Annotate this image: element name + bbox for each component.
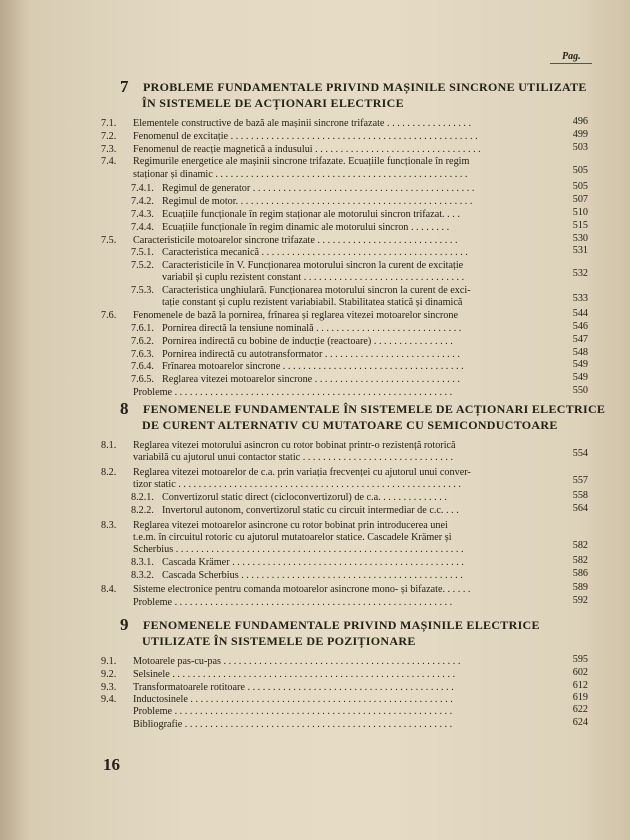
entry-number: 8.4. [101,584,117,596]
entry-number: 7.5.2. [131,260,154,272]
entry-page: 505 [572,164,588,176]
entry-number: 9.1. [101,656,117,667]
entry-page: 531 [572,245,588,257]
entry-number: 8.2.1. [131,492,154,503]
chapter-title-line: ÎN SISTEMELE DE ACȚIONARI ELECTRICE [142,96,404,110]
entry-text-line: Convertizorul static direct (cicloconvertizorul) de c.a. . . . . . . . . . . . . . [162,492,447,503]
entry-text-line: Reglarea vitezei motoarelor asincrone cu rotor bobinat prin introducerea unei [133,519,448,531]
entry-text-line: Regimurile energetice ale mașinii sincrone trifazate. Ecuațiile funcționale în regim [133,156,470,168]
entry-page: 557 [572,475,588,487]
entry-text-line: variabilă cu ajutorul unui contactor static . . . . . . . . . . . . . . . . . . . . . . . . . . . . . . [133,452,453,464]
entry-page: 582 [572,554,588,566]
entry-text-line: Pornirea directă la tensiune nominală . . . . . . . . . . . . . . . . . . . . . . . . . . . . . [162,323,462,334]
entry-text-line: Frînarea motoarelor sincrone . . . . . . . . . . . . . . . . . . . . . . . . . . . . . . . . . . . . [162,361,464,373]
entry-number: 8.2.2. [131,504,154,516]
entry-page: 582 [572,540,588,551]
page-number: 16 [103,755,120,774]
entry-number: 7.6. [101,310,117,322]
entry-text-line: Reglarea vitezei motoarelor de c.a. prin variația frecvenței cu ajutorul unui conver- [133,467,471,478]
entry-text-line: Reglarea vitezei motoarelor sincrone . . . . . . . . . . . . . . . . . . . . . . . . . . . . . [162,374,460,386]
entry-text-line: Probleme . . . . . . . . . . . . . . . . . . . . . . . . . . . . . . . . . . . . . . . . . . . . . . . . . . . . . . . [133,597,453,609]
entry-text-line: Regimul de motor. . . . . . . . . . . . . . . . . . . . . . . . . . . . . . . . . . . . . . . . . . . . . . . [162,196,473,208]
entry-page: 586 [572,567,588,579]
entry-text-line: Cascada Scherbius . . . . . . . . . . . . . . . . . . . . . . . . . . . . . . . . . . . . . . . . . . . . [162,569,463,581]
entry-number: 7.1. [101,118,117,129]
entry-page: 533 [572,293,588,305]
entry-text-line: Ecuațiile funcționale în regim dinamic ale motorului sincron . . . . . . . . [162,221,450,233]
entry-page: 507 [572,194,588,206]
entry-page: 564 [572,502,588,514]
entry-page: 546 [572,321,588,332]
entry-number: 7.6.4. [131,361,154,373]
entry-number: 7.6.2. [131,335,154,347]
entry-page: 550 [572,385,588,396]
entry-page: 496 [572,116,588,127]
entry-page: 510 [572,207,588,218]
entry-number: 8.3.1. [131,556,154,568]
chapter-title-line: UTILIZATE ÎN SISTEMELE DE POZIȚIONARE [142,634,416,648]
header-rule [550,63,592,64]
entry-page: 595 [572,654,588,665]
entry-text-line: Pornirea indirectă cu bobine de inducție (reactoare) . . . . . . . . . . . . . . . . [162,335,453,347]
entry-text-line: Bibliografie . . . . . . . . . . . . . . . . . . . . . . . . . . . . . . . . . . . . . . . . . . . . . . . . . . . . . [133,719,453,730]
entry-page: 592 [572,595,588,607]
entry-number: 7.5.3. [131,285,154,297]
chapter-number: 9 [120,615,129,634]
entry-page: 515 [572,219,588,231]
entry-number: 9.2. [101,668,117,680]
entry-text-line: Transformatoarele rotitoare . . . . . . . . . . . . . . . . . . . . . . . . . . . . . . . . . . . . . . . . . [133,681,454,693]
chapter-title-line: PROBLEME FUNDAMENTALE PRIVIND MAȘINILE SINCRONE UTILIZATE [143,80,587,94]
entry-page: 499 [572,128,588,140]
entry-page: 602 [572,666,588,678]
entry-number: 9.3. [101,681,117,693]
entry-text-line: Sisteme electronice pentru comanda motoarelor asincrone mono- și bifazate. . . . . . [133,584,471,596]
entry-number: 7.4. [101,156,117,168]
entry-page: 547 [572,333,588,345]
entry-text-line: Pornirea indirectă cu autotransformator . . . . . . . . . . . . . . . . . . . . . . . . . . . [162,348,460,360]
chapter-number: 8 [120,399,129,418]
entry-number: 8.3. [101,519,117,531]
entry-number: 7.6.5. [131,374,154,386]
entry-text-line: Probleme . . . . . . . . . . . . . . . . . . . . . . . . . . . . . . . . . . . . . . . . . . . . . . . . . . . . . . . [133,706,453,718]
entry-number: 8.3.2. [131,569,154,581]
entry-page: 505 [572,181,588,193]
entry-text-line: Fenomenul de reacție magnetică a indusului . . . . . . . . . . . . . . . . . . . . . . . . . . . . . . . . . [133,143,481,155]
entry-number: 7.6.1. [131,323,154,334]
entry-number: 7.6.3. [131,348,154,360]
entry-page: 548 [572,346,588,358]
entry-text-line: Selsinele . . . . . . . . . . . . . . . . . . . . . . . . . . . . . . . . . . . . . . . . . . . . . . . . . . . . . . . . [133,668,456,680]
entry-page: 558 [572,490,588,501]
entry-number: 7.4.1. [131,183,154,195]
entry-text-line: Fenomenul de excitație . . . . . . . . . . . . . . . . . . . . . . . . . . . . . . . . . . . . . . . . . . . . . . . . . [133,130,478,142]
page-column-label: Pag. [562,51,581,62]
entry-text-line: Fenomenele de bază la pornirea, frînarea și reglarea vitezei motoarelor sincrone [133,310,458,322]
entry-text-line: Cascada Krämer . . . . . . . . . . . . . . . . . . . . . . . . . . . . . . . . . . . . . . . . . . . . . . [162,556,464,568]
entry-text-line: Invertorul autonom, convertizorul static cu circuit intermediar de c.c. . . . [162,504,459,516]
entry-page: 622 [572,704,588,716]
entry-page: 549 [572,372,588,384]
entry-number: 8.2. [101,467,117,478]
entry-text-line: tizor static . . . . . . . . . . . . . . . . . . . . . . . . . . . . . . . . . . . . . . . . . . . . . . . . . . . . . . . . [133,479,461,491]
entry-text-line: Caracteristica mecanică . . . . . . . . . . . . . . . . . . . . . . . . . . . . . . . . . . . . . . . . . [162,247,468,259]
chapter-title-line: DE CURENT ALTERNATIV CU MUTATOARE CU SEMICONDUCTOARE [142,418,558,432]
entry-number: 7.3. [101,143,117,155]
entry-number: 7.4.3. [131,209,154,220]
entry-number: 9.4. [101,694,117,706]
entry-text-line: t.e.m. în circuitul rotoric cu ajutorul mutatoarelor statice. Cascadele Krämer și [133,531,452,543]
entry-text-line: Probleme . . . . . . . . . . . . . . . . . . . . . . . . . . . . . . . . . . . . . . . . . . . . . . . . . . . . . . . [133,387,453,398]
entry-text-line: Ecuațiile funcționale în regim staționar ale motorului sincron trifazat. . . . [162,209,460,220]
entry-page: 554 [572,448,588,460]
entry-page: 544 [572,308,588,320]
entry-text-line: Reglarea vitezei motorului asincron cu rotor bobinat printr-o rezistență rotorică [133,440,456,451]
entry-number: 8.1. [101,440,117,451]
chapter-title-line: FENOMENELE FUNDAMENTALE PRIVIND MAȘINILE ELECTRICE [143,618,540,632]
entry-number: 7.5.1. [131,247,154,259]
entry-text-line: staționar și dinamic . . . . . . . . . . . . . . . . . . . . . . . . . . . . . . . . . . . . . . . . . . . . . . . . . . [133,168,468,180]
entry-page: 530 [572,232,588,244]
entry-page: 589 [572,582,588,594]
chapter-title-line: FENOMENELE FUNDAMENTALE ÎN SISTEMELE DE ACȚIONARI ELECTRICE [143,402,606,416]
entry-text-line: Caracteristicile motoarelor sincrone trifazate . . . . . . . . . . . . . . . . . . . . . . . . . . . . [133,234,458,246]
entry-text-line: Caracteristicile în V. Funcționarea motorului sincron la curent de excitație [162,260,464,272]
entry-number: 7.5. [101,234,117,246]
entry-number: 7.2. [101,130,117,142]
chapter-number: 7 [120,77,129,96]
entry-page: 619 [572,692,588,704]
entry-page: 503 [572,141,588,153]
entry-text-line: Elementele constructive de bază ale mașinii sincrone trifazate . . . . . . . . . . . . . . . . . [133,118,472,129]
entry-text-line: Scherbius . . . . . . . . . . . . . . . . . . . . . . . . . . . . . . . . . . . . . . . . . . . . . . . . . . . . . . . . . [133,544,464,555]
entry-page: 549 [572,359,588,371]
entry-number: 7.4.2. [131,196,154,208]
entry-page: 612 [572,679,588,691]
entry-text-line: variabil și cuplu rezistent constant . . . . . . . . . . . . . . . . . . . . . . . . . . . . . . . . [162,272,465,284]
entry-number: 7.4.4. [131,221,154,233]
entry-text-line: Regimul de generator . . . . . . . . . . . . . . . . . . . . . . . . . . . . . . . . . . . . . . . . . . . . [162,183,475,195]
entry-page: 532 [572,268,588,280]
entry-page: 624 [572,717,588,728]
entry-text-line: Inductosinele . . . . . . . . . . . . . . . . . . . . . . . . . . . . . . . . . . . . . . . . . . . . . . . . . . . . [133,694,453,706]
entry-text-line: tație constant și cuplu rezistent variabiabil. Stabilitatea statică și dinamică [162,297,463,309]
entry-text-line: Motoarele pas-cu-pas . . . . . . . . . . . . . . . . . . . . . . . . . . . . . . . . . . . . . . . . . . . . . . . [133,656,461,667]
entry-text-line: Caracteristica unghiulară. Funcționarea motorului sincron la curent de exci- [162,285,471,297]
